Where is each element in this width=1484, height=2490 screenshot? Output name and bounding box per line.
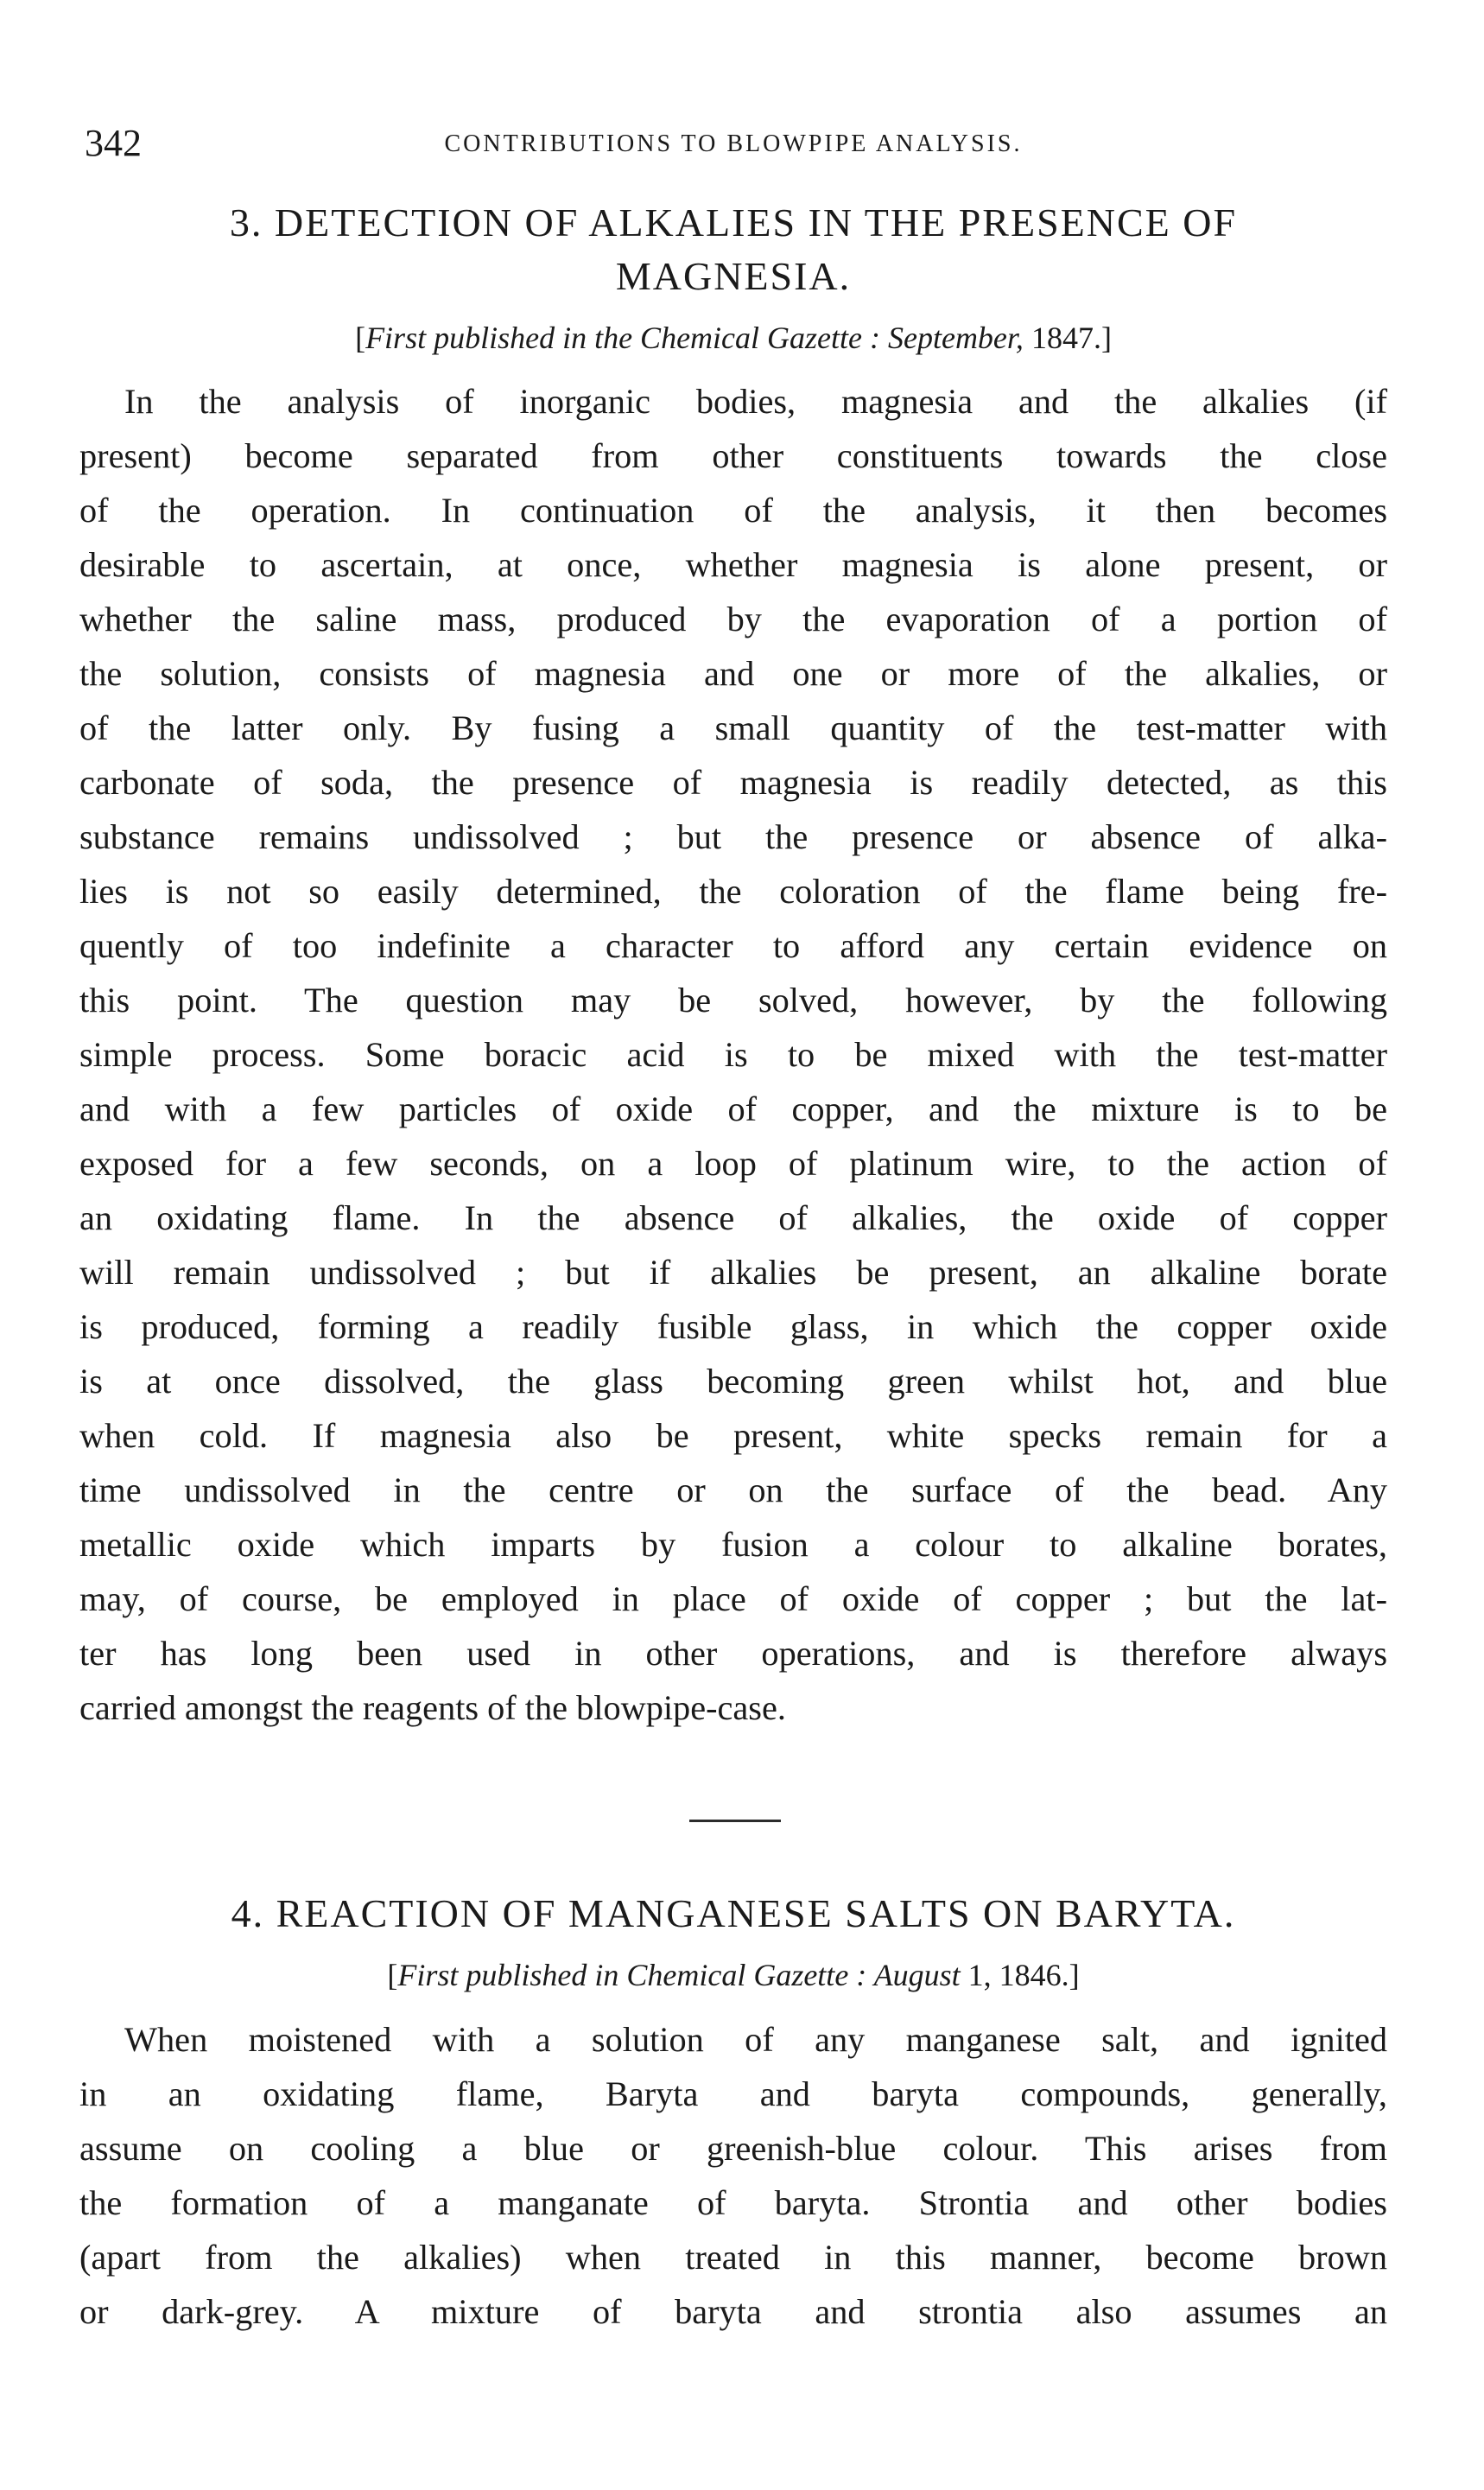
section-divider [689, 1820, 781, 1822]
text-line: desirable to ascertain, at once, whether magnesia is alone present, or [79, 545, 1387, 584]
text-line: the formation of a manganate of baryta. Strontia and other bodies [79, 2183, 1387, 2222]
text-line: carbonate of soda, the presence of magnesia is readily detected, as this [79, 763, 1387, 802]
source-date: 1, 1846.] [960, 1958, 1080, 1992]
text-line: ter has long been used in other operations, and is therefore always [79, 1634, 1387, 1673]
text-line: when cold. If magnesia also be present, white specks remain for a [79, 1416, 1387, 1455]
text-line: the solution, consists of magnesia and one or more of the alkalies, or [79, 654, 1387, 693]
text-line: substance remains undissolved ; but the presence or absence of alka- [79, 817, 1387, 856]
text-line: and with a few particles of oxide of copper, and the mixture is to be [79, 1089, 1387, 1128]
text-line: is produced, forming a readily fusible glass, in which the copper oxide [79, 1307, 1387, 1346]
text-line: of the operation. In continuation of the analysis, it then becomes [79, 491, 1387, 530]
text-line: (apart from the alkalies) when treated in this manner, become brown [79, 2238, 1387, 2277]
text-line: simple process. Some boracic acid is to be mixed with the test-matter [79, 1035, 1387, 1074]
text-line: In the analysis of inorganic bodies, magnesia and the alkalies (if [124, 382, 1387, 421]
source-bracket: [ [387, 1958, 398, 1992]
text-line: whether the saline mass, produced by the evaporation of a portion of [79, 600, 1387, 638]
page-number: 342 [85, 122, 142, 164]
text-line: exposed for a few seconds, on a loop of platinum wire, to the action of [79, 1144, 1387, 1183]
source-publication: First published in Chemical Gazette : August [397, 1958, 961, 1992]
text-line: an oxidating flame. In the absence of alkalies, the oxide of copper [79, 1198, 1387, 1237]
text-line: lies is not so easily determined, the coloration of the flame being fre- [79, 872, 1387, 911]
source-publication: First published in the Chemical Gazette : September, [365, 321, 1024, 355]
section-4-paragraph [79, 2012, 1387, 2339]
section-4-source-note [85, 1953, 1382, 1997]
running-head [85, 119, 1382, 168]
section-3-heading-line-1: 3. DETECTION OF ALKALIES IN THE PRESENCE OF [229, 200, 1238, 245]
text-line: metallic oxide which imparts by fusion a colour to alkaline borates, [79, 1525, 1387, 1564]
text-line: When moistened with a solution of any manganese salt, and ignited [124, 2020, 1387, 2059]
running-title: CONTRIBUTIONS TO BLOWPIPE ANALYSIS. [444, 130, 1023, 157]
text-line: quently of too indefinite a character to afford any certain evidence on [79, 926, 1387, 965]
text-line: assume on cooling a blue or greenish-blue colour. This arises from [79, 2129, 1387, 2168]
text-line: or dark-grey. A mixture of baryta and strontia also assumes an [79, 2292, 1387, 2331]
section-3-heading-line-2: MAGNESIA. [615, 254, 852, 298]
text-line: this point. The question may be solved, however, by the following [79, 981, 1387, 1020]
text-line: time undissolved in the centre or on the surface of the bead. Any [79, 1470, 1387, 1509]
text-line: of the latter only. By fusing a small quantity of the test-matter with [79, 708, 1387, 747]
text-line: present) become separated from other constituents towards the close [79, 436, 1387, 475]
text-line: will remain undissolved ; but if alkalies be present, an alkaline borate [79, 1253, 1387, 1292]
text-line: may, of course, be employed in place of oxide of copper ; but the lat- [79, 1579, 1387, 1618]
section-4-heading: 4. REACTION OF MANGANESE SALTS ON BARYTA. [231, 1891, 1236, 1935]
text-line: in an oxidating flame, Baryta and baryta compounds, generally, [79, 2074, 1387, 2113]
text-line: is at once dissolved, the glass becoming green whilst hot, and blue [79, 1362, 1387, 1401]
source-bracket: [ [355, 321, 366, 355]
section-3-source-note [85, 316, 1382, 359]
text-line: carried amongst the reagents of the blowpipe-case. [79, 1688, 786, 1727]
source-date: 1847.] [1023, 321, 1112, 355]
section-3-paragraph [79, 374, 1387, 1735]
